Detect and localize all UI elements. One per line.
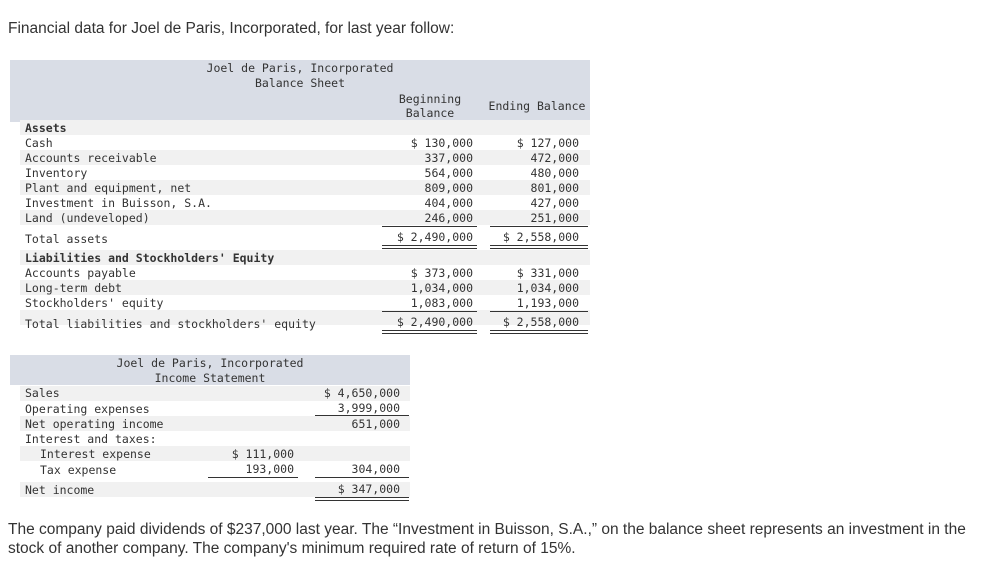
interest-taxes-heading: Interest and taxes: (25, 432, 157, 446)
row-label: Inventory (25, 166, 88, 180)
tax-total-value: 304,000 (351, 462, 400, 476)
row-end: 472,000 (530, 151, 579, 165)
balance-sheet-subtitle: Balance Sheet (254, 76, 345, 90)
underline (490, 311, 588, 312)
double-underline (382, 245, 477, 249)
row-label: Investment in Buisson, S.A. (25, 196, 212, 210)
row-end: 1,034,000 (516, 281, 579, 295)
total-liabilities-label: Total liabilities and stockholders' equity (25, 317, 316, 331)
col-beginning-label-2: Balance (405, 106, 455, 120)
row-begin: 337,000 (424, 151, 473, 165)
sales-label: Sales (25, 386, 60, 400)
sales-value: $ 4,650,000 (323, 386, 400, 400)
balance-sheet-title: Joel de Paris, Incorporated (206, 61, 394, 75)
tax-value: 193,000 (245, 462, 294, 476)
row-begin: 809,000 (424, 181, 473, 195)
row-label: Long-term debt (25, 281, 122, 295)
liabilities-heading: Liabilities and Stockholders' Equity (25, 251, 275, 265)
opex-value: 3,999,000 (337, 401, 400, 415)
row-end: 427,000 (530, 196, 579, 210)
row-begin: 404,000 (424, 196, 473, 210)
row-begin: 564,000 (424, 166, 473, 180)
noi-value: 651,000 (351, 417, 400, 431)
underline (315, 477, 409, 478)
row-end: 251,000 (530, 211, 579, 225)
income-statement-subtitle: Income Statement (154, 371, 266, 385)
row-label: Cash (25, 136, 53, 150)
assets-heading: Assets (25, 121, 67, 135)
total-liabilities-end: $ 2,558,000 (502, 315, 579, 329)
underline (208, 477, 298, 478)
underline (315, 415, 409, 416)
interest-value: $ 111,000 (231, 447, 294, 461)
row-begin: 1,034,000 (410, 281, 473, 295)
row-begin: 1,083,000 (410, 296, 473, 310)
row-end: $ 331,000 (516, 266, 579, 280)
net-income-label: Net income (25, 483, 95, 497)
row-label: Stockholders' equity (25, 296, 164, 310)
double-underline (490, 245, 588, 249)
row-begin: 246,000 (424, 211, 473, 225)
row-label: Land (undeveloped) (25, 211, 150, 225)
row-label: Accounts payable (25, 266, 136, 280)
noi-label: Net operating income (25, 417, 164, 431)
row-label: Accounts receivable (25, 151, 157, 165)
row-label: Plant and equipment, net (25, 181, 192, 195)
intro-text: Financial data for Joel de Paris, Incorporated, for last year follow: (8, 20, 455, 37)
underline (490, 226, 588, 227)
double-underline (315, 497, 409, 501)
row-begin: $ 130,000 (410, 136, 473, 150)
row-end: 801,000 (530, 181, 579, 195)
total-assets-label: Total assets (25, 232, 109, 246)
total-assets-end: $ 2,558,000 (502, 230, 579, 244)
col-beginning-label: Beginning (398, 92, 462, 106)
row-end: $ 127,000 (516, 136, 579, 150)
net-income-value: $ 347,000 (337, 482, 400, 496)
opex-label: Operating expenses (25, 402, 150, 416)
col-ending-label: Ending Balance (488, 99, 586, 113)
underline (382, 311, 477, 312)
underline (382, 226, 477, 227)
total-assets-begin: $ 2,490,000 (396, 230, 473, 244)
income-statement-title: Joel de Paris, Incorporated (116, 356, 304, 370)
footer-text: The company paid dividends of $237,000 last year. The “Investment in Buisson, S.A.,” on the balance sheet represents an investment in the stock of another company. The company's minimum required rate of return of 15%. (8, 521, 966, 557)
double-underline (490, 330, 588, 334)
interest-label: Interest expense (40, 447, 151, 461)
tax-label: Tax expense (40, 463, 117, 477)
total-liabilities-begin: $ 2,490,000 (396, 315, 473, 329)
stripe (20, 120, 590, 135)
row-end: 480,000 (530, 166, 579, 180)
row-begin: $ 373,000 (410, 266, 473, 280)
row-end: 1,193,000 (516, 296, 579, 310)
double-underline (382, 330, 477, 334)
